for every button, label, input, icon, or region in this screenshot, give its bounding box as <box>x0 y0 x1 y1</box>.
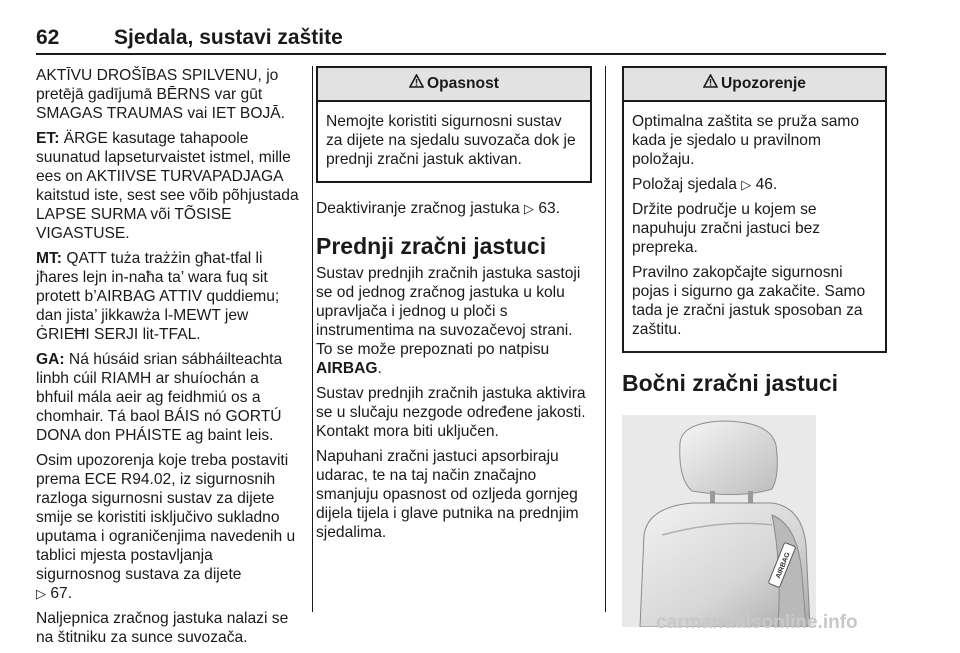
airbag-tag-label: AIRBAG <box>774 551 792 580</box>
warning-ga <box>36 350 300 445</box>
lang-label-mt: MT: <box>36 250 62 267</box>
page-number: 62 <box>36 26 60 49</box>
lang-label-ga: GA: <box>36 351 65 368</box>
warning-continuation-lv: AKTĪVU DROŠĪBAS SPILVENU, jo pretējā gadījumā BĒRNS var gūt SMAGAS TRAUMAS vai IET BOJĀ. <box>36 67 285 122</box>
column-divider <box>605 66 606 612</box>
lang-label-et: ET: <box>36 130 60 147</box>
header-rule <box>36 53 886 55</box>
danger-box <box>316 66 592 183</box>
warning-mt-text: QATT tuża trażżin għat-tfal li jħares lejn in-naħa ta’ wara fuq sit protett b’AIRBAG ATTIV quddiemu; dan jista’ jikkawża l-MEWT jew ĠRIEĦI SERJI lit-TFAL. <box>36 250 280 343</box>
warning-triangle-icon <box>703 68 718 100</box>
warning-box-title: Upozorenje <box>624 68 885 102</box>
section-heading-side-airbags: Bočni zračni jastuci <box>622 370 839 396</box>
warning-et <box>36 129 300 243</box>
page-reference-link[interactable]: 46. <box>755 176 778 193</box>
front-airbag-protection: Napuhani zračni jastuci apsorbiraju udarac, te na taj način značajno smanjuju opasnost od ozljeda gornjeg dijela tijela i glave putnika na prednjim sjedalima. <box>316 448 579 541</box>
warning-box <box>622 66 887 353</box>
watermark: carmanualsonline.info <box>656 612 858 633</box>
warning-mt <box>36 249 300 344</box>
page-header <box>36 22 886 52</box>
reference-arrow-icon: ▷ <box>524 201 535 216</box>
warning-triangle-icon <box>409 68 424 100</box>
danger-box-title: Opasnost <box>318 68 590 102</box>
reference-arrow-icon: ▷ <box>36 586 46 601</box>
warning-ga-text: Ná húsáid srian sábháilteachta linbh cúil RIAMH ar shuíochán a bhfuil mála aeir ag feidhmiú os a chomhair. Tá baol BÁIS nó GORTÚ DONA don PHÁISTE ag baint leis. <box>36 351 283 444</box>
column-divider <box>312 66 313 612</box>
front-airbag-activation: Sustav prednjih zračnih jastuka aktivira se u slučaju nezgode određene jakosti. Kontakt mora biti uključen. <box>316 385 586 440</box>
column-left <box>36 66 300 653</box>
warning-box-body: Optimalna zaštita se pruža samo kada je sjedalo u pravilnom položaju. Položaj sjedala ▷ 46. Držite područje u kojem se napuhuju zračni jastuci bez prepreka. Pravilno zakopčajte sigurnosni pojas i sigurno ga zakačite. Samo tada je zračni jastuk sposoban za zaštitu. <box>632 113 866 338</box>
section-heading-front-airbags: Prednji zračni jastuci <box>316 233 547 259</box>
column-right <box>622 66 887 627</box>
column-middle <box>316 66 592 548</box>
page-reference-link[interactable]: 67. <box>50 585 73 602</box>
airbag-inscription: AIRBAG <box>316 360 378 377</box>
ece-paragraph: Osim upozorenja koje treba postaviti prema ECE R94.02, iz sigurnosnih razloga sigurnosni sustav za dijete smije se koristiti isključivo sukladno uputama i ograničenjima navedenih u tablici mjesta postavljanja sigurnosnog sustava za dijete ▷ 67. <box>36 452 296 602</box>
danger-box-body: Nemojte koristiti sigurnosni sustav za dijete na sjedalu suvozača dok je prednji zračni jastuk aktivan. <box>326 113 576 168</box>
page-reference-link[interactable]: 63. <box>538 200 561 217</box>
label-location-paragraph: Naljepnica zračnog jastuka nalazi se na štitniku za sunce suvozača. <box>36 610 289 646</box>
chapter-title: Sjedala, sustavi zaštite <box>114 26 343 49</box>
seat-airbag-illustration <box>622 415 816 627</box>
deactivation-reference: Deaktiviranje zračnog jastuka ▷ 63. <box>316 200 561 217</box>
reference-arrow-icon: ▷ <box>741 177 752 192</box>
warning-et-text: ÄRGE kasutage tahapoole suunatud lapseturvaistet istmel, mille ees on AKTIIVSE TURVAPADJAGA kaitstud iste, sest see võib põhjustada LAPSE SURMA või TÕSISE VIGASTUSE. <box>36 130 299 242</box>
front-airbag-description: Sustav prednjih zračnih jastuka sastoji se od jednog zračnog jastuka u kolu upravljača i jednog u ploči s instrumentima na suvozačevoj strani. To se može prepoznati po natpisu AIRBAG. <box>316 265 581 377</box>
